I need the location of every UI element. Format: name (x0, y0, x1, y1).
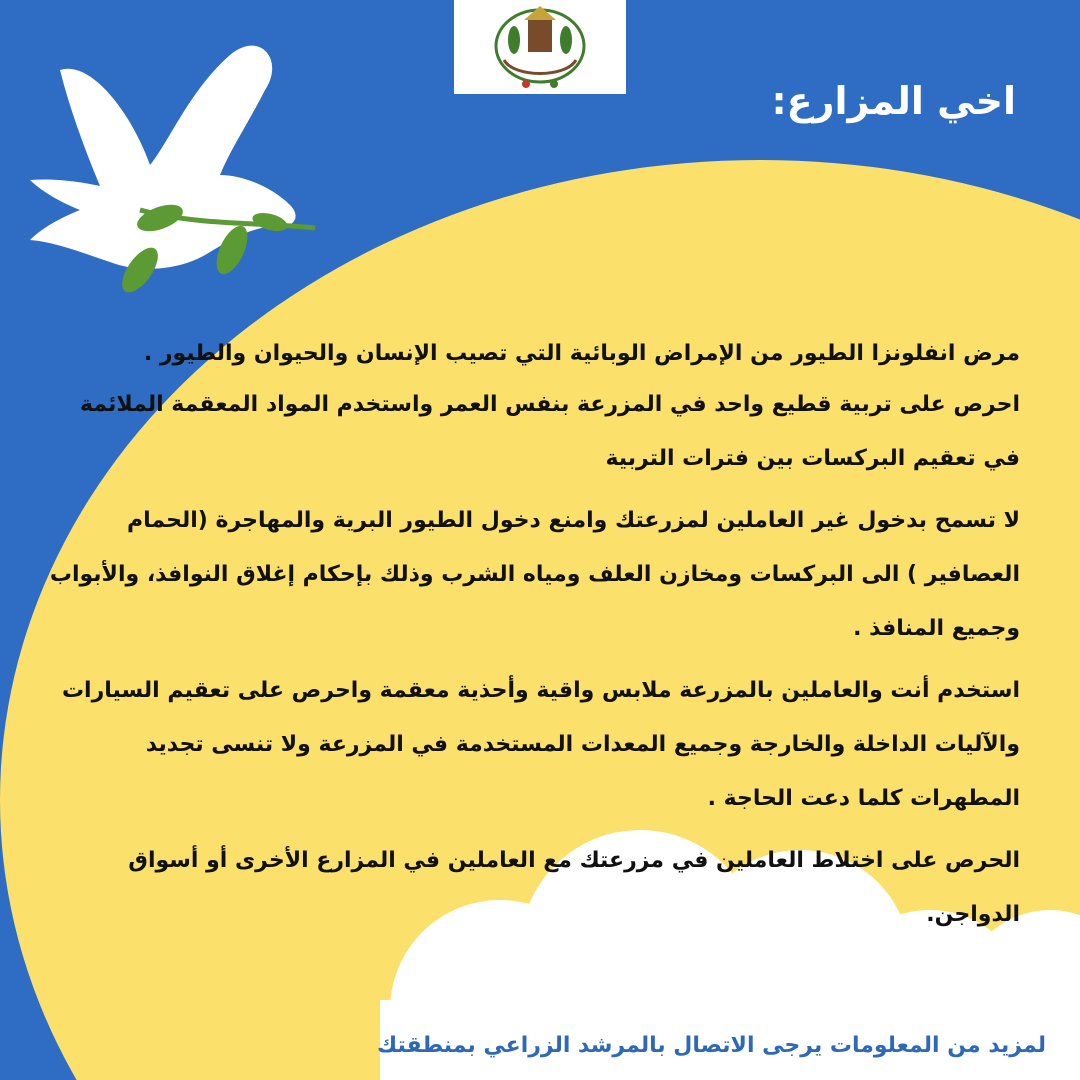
content-area (40, 334, 1020, 950)
list-item (40, 378, 1020, 486)
list-item (40, 834, 1020, 942)
footer-contact-text: لمزيد من المعلومات يرجى الاتصال بالمرشد الزراعي بمنطقتك (377, 1033, 1046, 1058)
page-title: اخي المزارع: (771, 79, 1016, 123)
ministry-logo (454, 0, 626, 94)
list-item-text: احرص على تربية قطيع واحد في المزرعة بنفس العمر واستخدم المواد المعقمة الملائمة في تعقيم البركسات بين فترات التربية (80, 392, 1020, 471)
intro-text: مرض انفلونزا الطيور من الإمراض الوبائية التي تصيب الإنسان والحيوان والطيور . (143, 341, 1020, 366)
list-item-text: الحرص على اختلاط العاملين في مزرعتك مع العاملين في المزارع الأخرى أو أسواق الدواجن. (128, 848, 1020, 927)
list-item-text: لا تسمح بدخول غير العاملين لمزرعتك وامنع دخول الطيور البرية والمهاجرة (الحمام العصافير ) الى البركسات ومخازن العلف ومياه الشرب وذلك بإحكام إغلاق النوافذ، والأبواب وجميع المنافذ . (49, 508, 1020, 641)
list-item (40, 494, 1020, 656)
ministry-emblem-icon (454, 0, 626, 94)
list-item-text: استخدم أنت والعاملين بالمزرعة ملابس واقية وأحذية معقمة واحرص على تعقيم السيارات والآليات الداخلة والخارجة وجميع المعدات المستخدمة في المزرعة ولا تنسى تجديد المطهرات كلما دعت الحاجة . (61, 678, 1020, 811)
list-item (40, 664, 1020, 826)
